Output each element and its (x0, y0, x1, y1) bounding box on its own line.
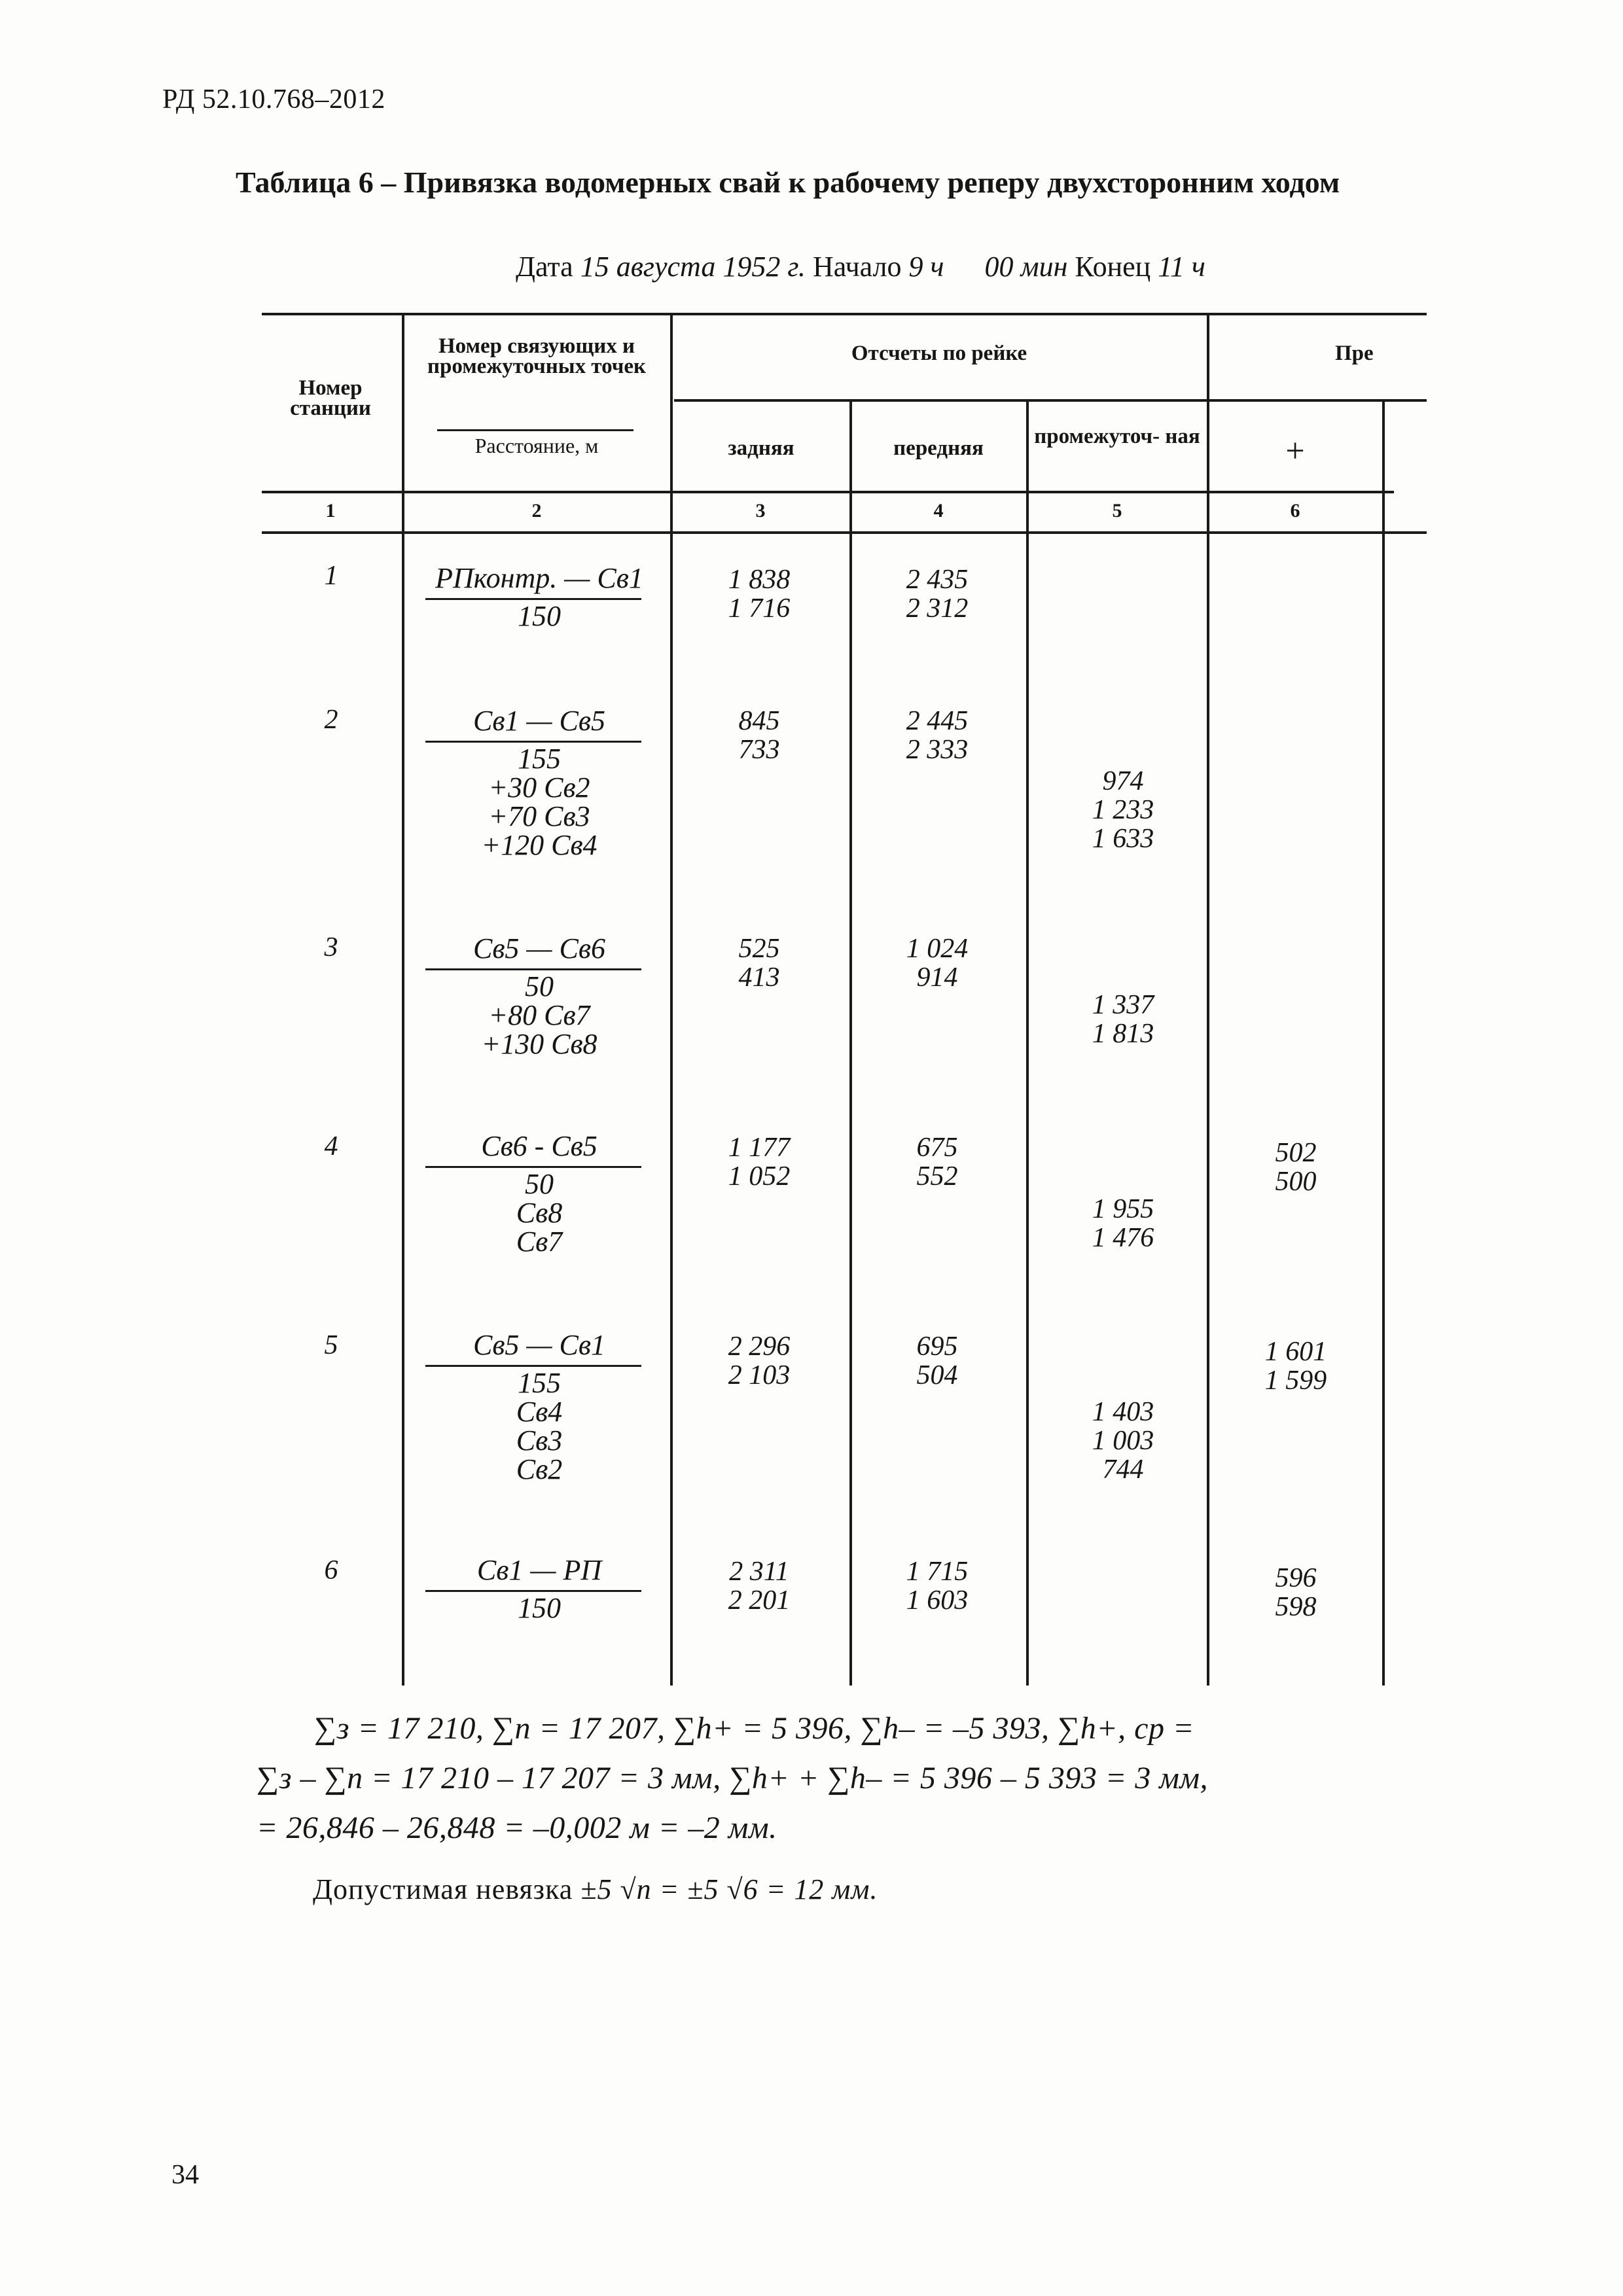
points-label: Св5 — Св1 (473, 1329, 606, 1361)
front-reading: 1 024 (906, 934, 969, 964)
back-reading: 2 296 (728, 1332, 791, 1362)
header-front: передняя (893, 436, 984, 460)
station-number: 3 (324, 932, 338, 963)
distance-value: 150 (518, 600, 561, 632)
station-number: 4 (324, 1131, 338, 1161)
end-value: 11 ч (1158, 251, 1205, 283)
front-reading: 552 (916, 1161, 958, 1192)
back-reading: 413 (738, 963, 780, 993)
header-plus: + (1285, 433, 1305, 470)
excess-plus-value: 598 (1275, 1592, 1317, 1622)
back-reading: 1 838 (728, 565, 791, 595)
table-title: Таблица 6 – Привязка водомерных свай к рабочему реперу двухсторонним ходом (236, 166, 1340, 199)
start-label: Начало (812, 251, 902, 283)
colnum-bottom-rule (262, 531, 1427, 534)
sub-point: Св4 (516, 1396, 563, 1428)
col-divider-3 (849, 400, 852, 1686)
colnum-2: 2 (531, 500, 542, 521)
intermediate-reading: 1 955 (1092, 1194, 1154, 1224)
readings-subrule (674, 399, 1427, 402)
intermediate-reading: 1 003 (1092, 1426, 1154, 1456)
colnum-1: 1 (325, 500, 336, 521)
header-points: Номер связующих и промежуточных точек (427, 334, 647, 378)
header-excess: Пре (1335, 342, 1374, 365)
points-label: Св5 — Св6 (473, 932, 606, 964)
points-label: РПконтр. — Св1 (435, 562, 643, 594)
tolerance-line (313, 1873, 878, 1906)
start-minutes: 00 мин (984, 251, 1068, 283)
excess-plus-value: 500 (1275, 1167, 1317, 1197)
front-reading: 2 333 (906, 735, 969, 765)
col-divider-4 (1026, 400, 1029, 1686)
tolerance-label: Допустимая невязка (313, 1873, 573, 1905)
sub-point: Св2 (516, 1453, 563, 1485)
intermediate-reading: 1 476 (1092, 1223, 1154, 1253)
intermediate-reading: 744 (1102, 1455, 1144, 1485)
back-reading: 733 (738, 735, 780, 765)
front-reading: 2 435 (906, 565, 969, 595)
station-number: 5 (324, 1330, 338, 1360)
distance-value: 50 (525, 1168, 554, 1200)
station-number: 2 (324, 705, 338, 735)
front-reading: 1 603 (906, 1585, 969, 1616)
end-label: Конец (1075, 251, 1151, 283)
back-reading: 1 052 (728, 1161, 791, 1192)
intermediate-reading: 1 337 (1092, 990, 1154, 1020)
page-number: 34 (171, 2160, 199, 2190)
date-value: 15 августа 1952 г. (580, 251, 806, 283)
tolerance-value: ±5 √n = ±5 √6 = 12 мм. (580, 1873, 878, 1905)
header-back: задняя (728, 436, 794, 460)
colnum-6: 6 (1290, 500, 1300, 521)
station-number: 6 (324, 1555, 338, 1585)
back-reading: 1 716 (728, 593, 791, 624)
back-reading: 2 103 (728, 1360, 791, 1390)
station-number: 1 (324, 561, 338, 591)
back-reading: 2 311 (729, 1557, 789, 1587)
front-reading: 675 (916, 1133, 958, 1163)
intermediate-reading: 1 633 (1092, 824, 1154, 854)
sub-point: +120 Св4 (481, 829, 597, 861)
date-line (516, 250, 1205, 283)
sub-point: +80 Св7 (488, 999, 590, 1031)
sub-point: +130 Св8 (481, 1028, 597, 1060)
back-reading: 1 177 (728, 1133, 791, 1163)
intermediate-reading: 1 813 (1092, 1019, 1154, 1049)
back-reading: 525 (738, 934, 780, 964)
front-reading: 695 (916, 1332, 958, 1362)
sub-point: +30 Св2 (488, 771, 590, 804)
distance-value: 150 (518, 1592, 561, 1624)
document-code: РД 52.10.768–2012 (162, 84, 385, 115)
excess-plus-value: 596 (1275, 1563, 1317, 1593)
excess-plus-value: 502 (1275, 1138, 1317, 1168)
col-divider-6 (1382, 400, 1385, 1686)
sub-point: Св8 (516, 1197, 563, 1229)
distance-value: 155 (518, 743, 561, 775)
header-points-rule (437, 429, 633, 431)
header-readings: Отсчеты по рейке (851, 342, 1027, 365)
start-hours: 9 ч (908, 251, 944, 283)
front-reading: 2 312 (906, 593, 969, 624)
intermediate-reading: 974 (1102, 766, 1144, 796)
sum-formula-line-3: = 26,846 – 26,848 = –0,002 м = –2 мм. (257, 1810, 777, 1845)
distance-value: 155 (518, 1367, 561, 1399)
points-label: Св1 — РП (476, 1554, 602, 1586)
header-station: Номер станции (290, 376, 371, 420)
sum-formula-line-1: ∑з = 17 210, ∑п = 17 207, ∑h+ = 5 396, ∑h– = –5 393, ∑h+, ср = (314, 1711, 1194, 1746)
front-reading: 2 445 (906, 706, 969, 736)
sub-point: +70 Св3 (488, 800, 590, 832)
intermediate-reading: 1 233 (1092, 795, 1154, 825)
back-reading: 845 (738, 706, 780, 736)
table-top-rule (262, 313, 1427, 315)
date-label: Дата (516, 251, 573, 283)
excess-plus-value: 1 599 (1264, 1366, 1327, 1396)
points-label: Св6 - Св5 (481, 1130, 597, 1162)
excess-plus-value: 1 601 (1264, 1337, 1327, 1367)
sub-point: Св7 (516, 1226, 563, 1258)
distance-value: 50 (525, 970, 554, 1002)
sub-point: Св3 (516, 1424, 563, 1457)
intermediate-reading: 1 403 (1092, 1397, 1154, 1427)
front-reading: 914 (916, 963, 958, 993)
header-distance: Расстояние, м (474, 434, 599, 457)
front-reading: 504 (916, 1360, 958, 1390)
colnum-4: 4 (933, 500, 944, 521)
back-reading: 2 201 (728, 1585, 791, 1616)
header-bottom-rule (262, 491, 1394, 493)
colnum-5: 5 (1112, 500, 1122, 521)
sum-formula-line-2: ∑з – ∑п = 17 210 – 17 207 = 3 мм, ∑h+ + ∑h– = 5 396 – 5 393 = 3 мм, (257, 1761, 1208, 1795)
header-intermediate: промежуточ- ная (1034, 425, 1200, 448)
points-label: Св1 — Св5 (473, 705, 606, 737)
colnum-3: 3 (755, 500, 766, 521)
front-reading: 1 715 (906, 1557, 969, 1587)
